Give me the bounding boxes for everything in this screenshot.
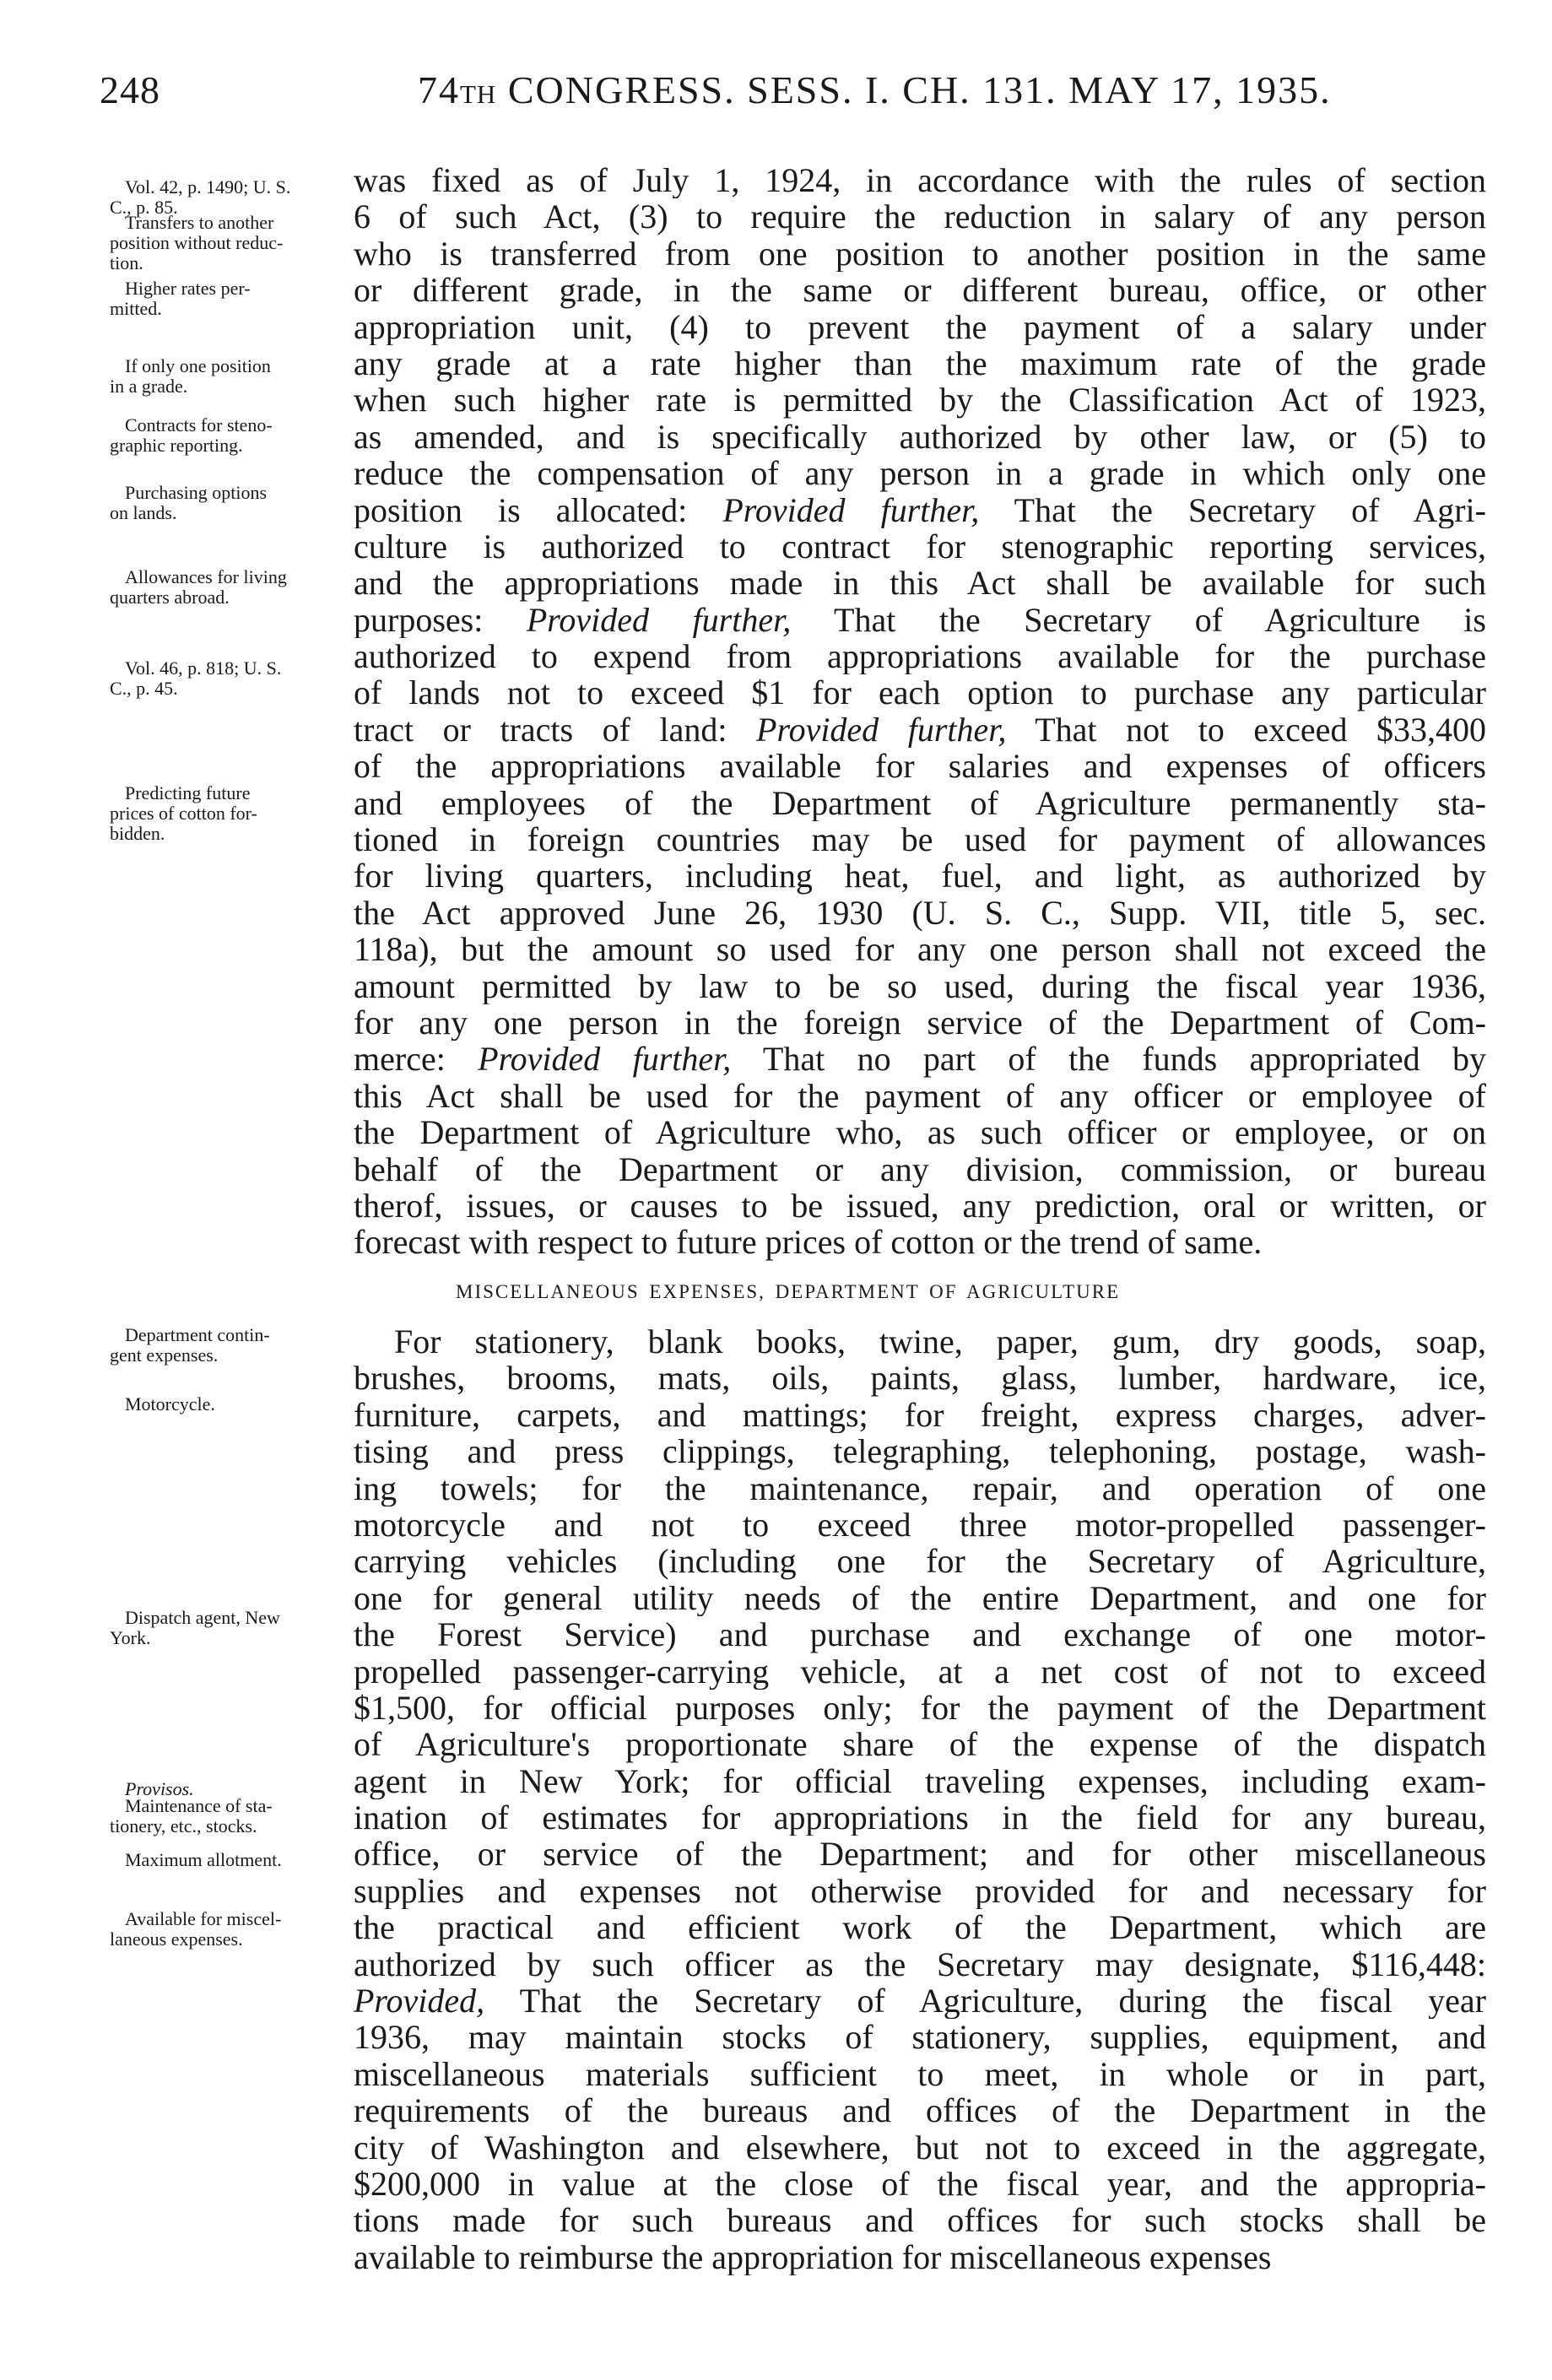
text-block-provisions	[354, 162, 1486, 1261]
text-line: the Act approved June 26, 1930 (U. S. C., Supp. VII, title 5, sec.	[354, 894, 1486, 932]
margin-note-line: position without reduc-	[110, 232, 284, 253]
margin-note-line: Available for miscel-	[125, 1908, 282, 1929]
margin-note-line: laneous expenses.	[110, 1928, 243, 1950]
margin-note	[110, 1796, 346, 1836]
text-segment: merce:	[354, 1041, 479, 1078]
margin-note-line: If only one position	[125, 355, 271, 376]
text-line	[354, 492, 1486, 528]
text-line: behalf of the Department or any division, commission, or bureau	[354, 1150, 1486, 1187]
text-line: the Forest Service) and purchase and exchange of one motor-	[354, 1616, 1486, 1653]
text-line: the Department of Agriculture who, as such officer or employee, or on	[354, 1114, 1486, 1151]
margin-note	[110, 415, 346, 456]
text-line: the practical and efficient work of the Department, which are	[354, 1909, 1486, 1946]
text-line: furniture, carpets, and mattings; for freight, express charges, adver-	[354, 1396, 1486, 1434]
page-header	[0, 68, 1552, 118]
text-line: $1,500, for official purposes only; for the payment of the Department	[354, 1689, 1486, 1727]
text-line: tions made for such bureaus and offices for such stocks shall be	[354, 2202, 1486, 2239]
margin-note-line: Maximum allotment.	[125, 1849, 282, 1870]
text-segment: That the Secretary of Agriculture is	[791, 601, 1486, 639]
margin-note-line: Higher rates per-	[125, 278, 251, 299]
text-line: culture is authorized to contract for stenographic reporting services,	[354, 527, 1486, 565]
margin-note	[110, 1909, 346, 1950]
text-line: motorcycle and not to exceed three motor-propelled passenger-	[354, 1506, 1486, 1544]
text-line: this Act shall be used for the payment of any officer or employee of	[354, 1077, 1486, 1115]
margin-note-line: on lands.	[110, 502, 177, 523]
margin-note-line: Purchasing options	[125, 482, 268, 503]
congress-number: 74	[418, 68, 460, 111]
section-heading: MISCELLANEOUS EXPENSES, DEPARTMENT OF AGRICULTURE	[456, 1281, 1121, 1302]
margin-note-line: Maintenance of sta-	[125, 1795, 273, 1816]
text-segment: position is allocated:	[354, 491, 723, 528]
margin-note-line: tion.	[110, 252, 143, 273]
italic-proviso: Provided,	[354, 1982, 485, 2020]
text-line: ing towels; for the maintenance, repair, and operation of one	[354, 1469, 1486, 1506]
text-line: of lands not to exceed $1 for each option to purchase any particular	[354, 674, 1486, 711]
text-line: and employees of the Department of Agriculture permanently sta-	[354, 784, 1486, 822]
margin-note	[110, 658, 346, 699]
margin-note-line: prices of cotton for-	[110, 803, 257, 824]
margin-note-line: gent expenses.	[110, 1344, 219, 1366]
text-line: therof, issues, or causes to be issued, any prediction, oral or written, or	[354, 1187, 1486, 1225]
text-line	[354, 1982, 1486, 2019]
text-line: office, or service of the Department; and for other miscellaneous	[354, 1836, 1486, 1873]
text-line: tising and press clippings, telegraphing, telephoning, postage, wash-	[354, 1433, 1486, 1470]
text-line	[354, 602, 1486, 638]
text-line	[354, 1041, 1486, 1077]
text-line: and the appropriations made in this Act shall be available for such	[354, 565, 1486, 602]
text-line: was fixed as of July 1, 1924, in accordance with the rules of section	[354, 162, 1486, 199]
margin-note-line: Motorcycle.	[125, 1393, 215, 1414]
congress-suffix: TH	[460, 79, 497, 109]
text-line: of Agriculture's proportionate share of the expense of the dispatch	[354, 1726, 1486, 1763]
text-segment: That not to exceed $33,400	[1006, 711, 1486, 749]
text-line: propelled passenger-carrying vehicle, at a net cost of not to exceed	[354, 1652, 1486, 1690]
text-line: for living quarters, including heat, fuel, and light, as authorized by	[354, 857, 1486, 895]
text-segment: That no part of the funds appropriated by	[731, 1041, 1486, 1078]
text-line: carrying vehicles (including one for the Secretary of Agriculture,	[354, 1543, 1486, 1580]
italic-proviso: Provided further,	[478, 1041, 732, 1078]
text-line	[354, 711, 1486, 748]
text-segment: tract or tracts of land:	[354, 711, 757, 749]
text-line: ination of estimates for appropriations in the field for any bureau,	[354, 1799, 1486, 1836]
margin-note	[110, 1850, 346, 1870]
text-line: 118a), but the amount so used for any one person shall not exceed the	[354, 931, 1486, 968]
text-line: amount permitted by law to be so used, during the fiscal year 1936,	[354, 967, 1486, 1004]
text-line: available to reimburse the appropriation for miscellaneous expenses	[354, 2238, 1272, 2276]
text-line: authorized by such officer as the Secretary may designate, $116,448:	[354, 1945, 1486, 1983]
margin-note	[110, 1608, 346, 1648]
italic-proviso: Provided further,	[722, 491, 980, 528]
text-line: any grade at a rate higher than the maximum rate of the grade	[354, 344, 1486, 382]
text-line: appropriation unit, (4) to prevent the payment of a salary under	[354, 308, 1486, 345]
text-line: agent in New York; for official traveling expenses, including exam-	[354, 1762, 1486, 1800]
margin-note-line: Transfers to another	[125, 212, 274, 233]
margin-note-line: Dispatch agent, New	[125, 1607, 280, 1628]
text-line: one for general utility needs of the entire Department, and one for	[354, 1579, 1486, 1617]
text-line: $200,000 in value at the close of the fiscal year, and the appropria-	[354, 2165, 1486, 2203]
margin-note	[110, 213, 346, 273]
margin-note-line: York.	[110, 1627, 151, 1648]
text-segment: purposes:	[354, 601, 527, 639]
margin-note-line: graphic reporting.	[110, 435, 243, 456]
text-line: tioned in foreign countries may be used for payment of allowances	[354, 821, 1486, 858]
margin-note	[110, 783, 346, 844]
text-line: as amended, and is specifically authorized by other law, or (5) to	[354, 418, 1486, 456]
margin-note-line: tionery, etc., stocks.	[110, 1815, 257, 1836]
margin-note-line: bidden.	[110, 823, 165, 844]
margin-note-line: Allowances for living	[125, 566, 287, 587]
margin-note-line: Vol. 42, p. 1490; U. S.	[125, 176, 291, 197]
text-line: authorized to expend from appropriations available for the purchase	[354, 638, 1486, 675]
text-line: for any one person in the foreign service of the Department of Com-	[354, 1003, 1486, 1041]
text-line: of the appropriations available for salaries and expenses of officers	[354, 748, 1486, 785]
margin-note-line: Department contin-	[125, 1324, 270, 1345]
text-line: miscellaneous materials sufficient to meet, in whole or in part,	[354, 2055, 1486, 2093]
running-head	[418, 68, 1332, 112]
margin-note-line: Provisos.	[125, 1778, 194, 1799]
text-line: supplies and expenses not otherwise provided for and necessary for	[354, 1872, 1486, 1910]
margin-note-line: C., p. 45.	[110, 678, 178, 699]
running-head-text: CONGRESS. SESS. I. CH. 131. MAY 17, 1935.	[507, 68, 1332, 111]
page-number: 248	[100, 68, 160, 111]
text-block-misc-expenses	[354, 1323, 1486, 2275]
margin-note	[110, 567, 346, 608]
margin-note-line: Contracts for steno-	[125, 414, 273, 435]
text-line: For stationery, blank books, twine, paper, gum, dry goods, soap,	[394, 1323, 1486, 1360]
text-line: forecast with respect to future prices of cotton or the trend of same.	[354, 1224, 1263, 1261]
margin-note	[110, 1325, 346, 1366]
margin-note	[110, 356, 346, 397]
italic-proviso: Provided further,	[526, 601, 792, 639]
margin-note-line: mitted.	[110, 298, 162, 319]
text-line: 1936, may maintain stocks of stationery, supplies, equipment, and	[354, 2019, 1486, 2056]
margin-note-line: Vol. 46, p. 818; U. S.	[125, 657, 282, 679]
margin-note-line: in a grade.	[110, 376, 188, 397]
margin-note-line: Predicting future	[125, 782, 251, 803]
text-line: reduce the compensation of any person in a grade in which only one	[354, 455, 1486, 492]
margin-note-line: C., p. 85.	[110, 197, 178, 218]
text-line: 6 of such Act, (3) to require the reduction in salary of any person	[354, 198, 1486, 235]
text-line: requirements of the bureaus and offices of the Department in the	[354, 2092, 1486, 2129]
text-segment: That the Secretary of Agriculture, during the fiscal year	[484, 1982, 1486, 2020]
text-line: brushes, brooms, mats, oils, paints, glass, lumber, hardware, ice,	[354, 1360, 1486, 1397]
text-line: city of Washington and elsewhere, but not to exceed in the aggregate,	[354, 2128, 1486, 2166]
text-segment: That the Secretary of Agri-	[979, 491, 1486, 528]
margin-note-line: quarters abroad.	[110, 587, 230, 608]
italic-proviso: Provided further,	[756, 711, 1007, 749]
margin-note	[110, 279, 346, 319]
text-line: who is transferred from one position to another position in the same	[354, 235, 1486, 273]
text-line: or different grade, in the same or different bureau, office, or other	[354, 272, 1486, 309]
text-line: when such higher rate is permitted by the Classification Act of 1923,	[354, 381, 1486, 419]
margin-note	[110, 483, 346, 523]
margin-note	[110, 1394, 346, 1414]
